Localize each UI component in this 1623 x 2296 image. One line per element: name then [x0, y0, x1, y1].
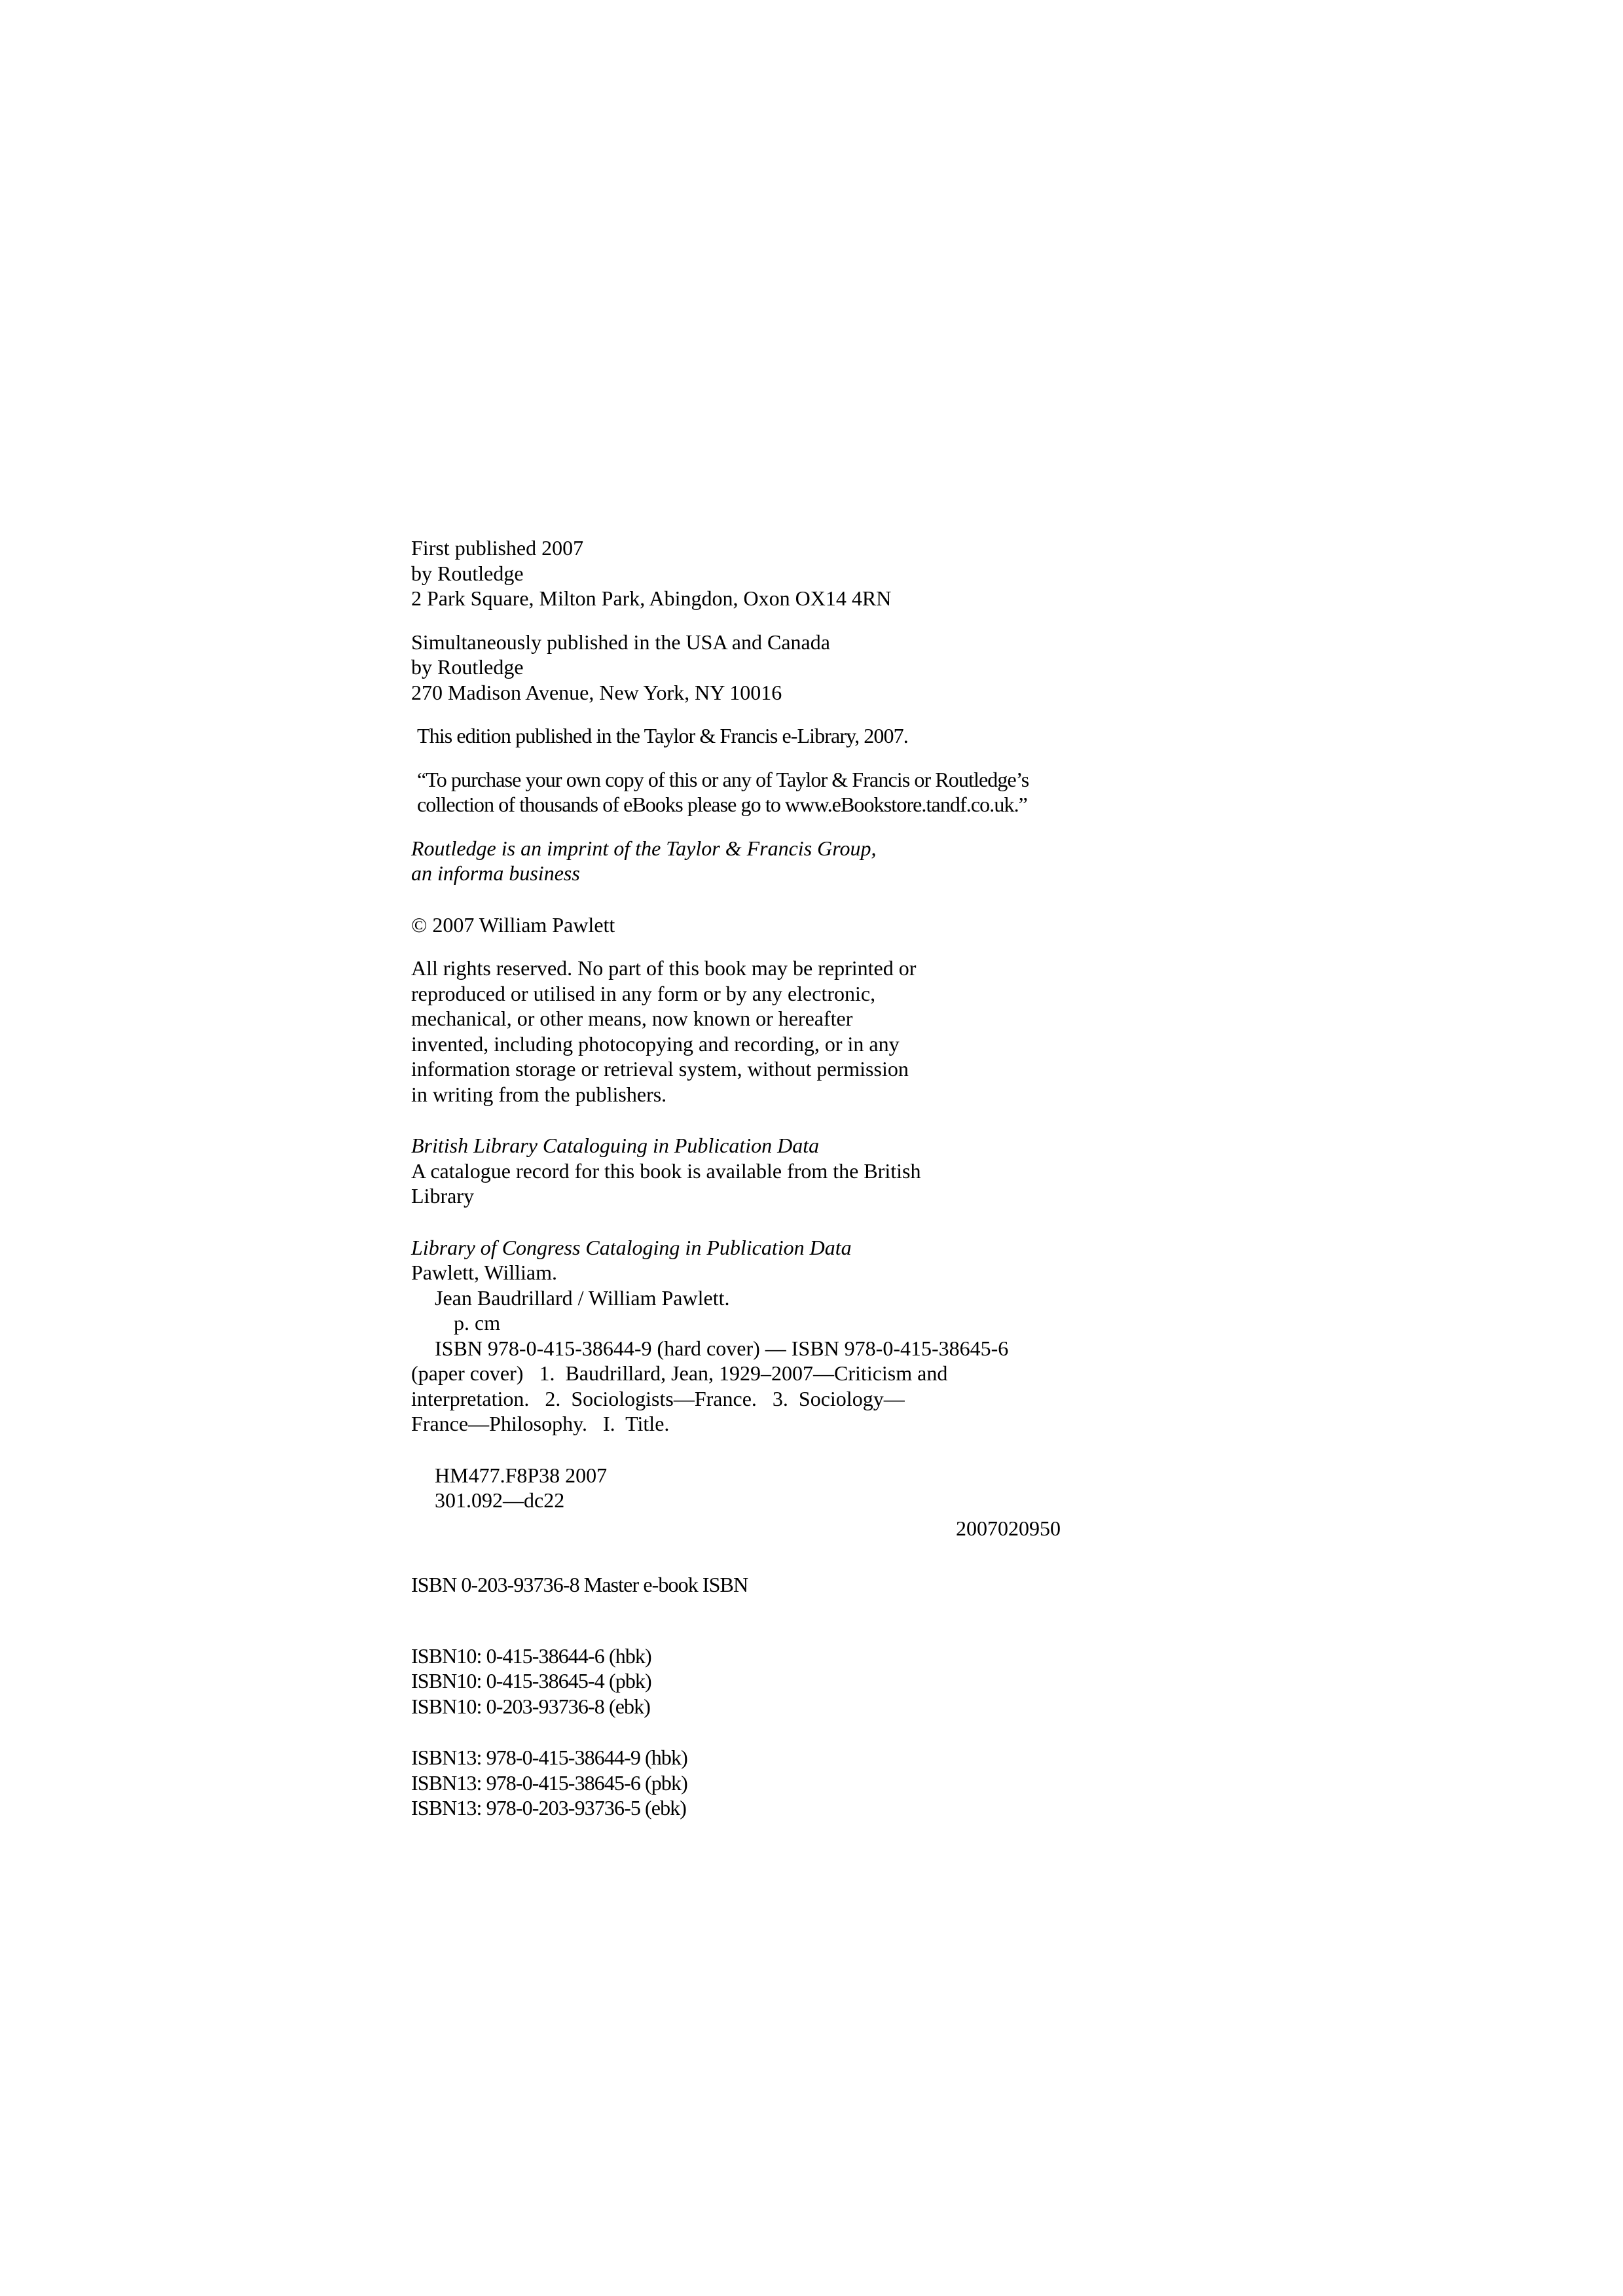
- publisher-address-uk: 2 Park Square, Milton Park, Abingdon, Oxon OX14 4RN: [411, 586, 892, 610]
- copyright-notice: [411, 912, 1061, 938]
- isbn13-block: [411, 1745, 1061, 1821]
- isbn10-ebk-line: ISBN10: 0-203-93736-8 (ebk): [411, 1694, 650, 1718]
- rights-line: All rights reserved. No part of this book may be reprinted or: [411, 956, 917, 980]
- call-number-block: [411, 1463, 1061, 1513]
- master-ebook-isbn-line: ISBN 0-203-93736-8 Master e-book ISBN: [411, 1573, 748, 1596]
- lc-control-number: 2007020950: [956, 1516, 1061, 1540]
- master-ebook-isbn-block: [411, 1572, 1061, 1598]
- library-of-congress-cip-heading: Library of Congress Cataloging in Publication Data: [411, 1235, 852, 1259]
- rights-line: mechanical, or other means, now known or hereafter: [411, 1007, 853, 1030]
- rights-statement: [411, 956, 1061, 1107]
- isbn10-hbk-line: ISBN10: 0-415-38644-6 (hbk): [411, 1643, 651, 1668]
- isbn10-pbk-line: ISBN10: 0-415-38645-4 (pbk): [411, 1669, 651, 1693]
- rights-line: information storage or retrieval system, without permission: [411, 1057, 909, 1081]
- loc-title-line: Jean Baudrillard / William Pawlett.: [435, 1285, 730, 1310]
- rights-line: invented, including photocopying and recording, or in any: [411, 1031, 900, 1056]
- isbn13-ebk-line: ISBN13: 978-0-203-93736-5 (ebk): [411, 1796, 687, 1820]
- rights-line: in writing from the publishers.: [411, 1082, 667, 1106]
- british-library-cip-heading: British Library Cataloguing in Publication Data: [411, 1134, 820, 1157]
- lc-call-number: HM477.F8P38 2007: [435, 1463, 608, 1487]
- imprint-note-block: [411, 836, 1061, 886]
- rights-line: reproduced or utilised in any form or by any electronic,: [411, 981, 876, 1005]
- publisher-address-usa: 270 Madison Avenue, New York, NY 10016: [411, 680, 782, 704]
- publisher-line: by Routledge: [411, 561, 524, 585]
- purchase-quote-line: “To purchase your own copy of this or any of Taylor & Francis or Routledge’s: [417, 767, 1029, 791]
- elibrary-edition-line: This edition published in the Taylor & Francis e-Library, 2007.: [417, 724, 908, 747]
- simultaneous-publication-line: Simultaneously published in the USA and Canada: [411, 630, 830, 654]
- purchase-quote-line: collection of thousands of eBooks please go to www.eBookstore.tandf.co.uk.”: [417, 793, 1027, 816]
- uk-publication-block: [411, 535, 1061, 611]
- copyright-line: © 2007 William Pawlett: [411, 912, 615, 937]
- isbn10-block: [411, 1643, 1061, 1719]
- loc-subject-line: interpretation. 2. Sociologists—France. 3. Sociology—: [411, 1386, 905, 1410]
- publisher-line: by Routledge: [411, 655, 524, 679]
- elibrary-purchase-quote: [411, 767, 1061, 817]
- elibrary-edition-block: [411, 723, 1061, 749]
- imprint-text-block: [411, 535, 1061, 1821]
- dewey-number: 301.092—dc22: [435, 1488, 565, 1512]
- imprint-note-line: an informa business: [411, 861, 580, 885]
- usa-publication-block: [411, 630, 1061, 706]
- british-library-cip-block: [411, 1133, 1061, 1209]
- first-published-line: First published 2007: [411, 536, 584, 560]
- imprint-note-line: Routledge is an imprint of the Taylor & Francis Group,: [411, 836, 877, 860]
- loc-pcm-line: p. cm: [454, 1311, 501, 1335]
- isbn13-hbk-line: ISBN13: 978-0-415-38644-9 (hbk): [411, 1746, 687, 1769]
- lc-control-number-block: [411, 1516, 1061, 1541]
- loc-author-line: Pawlett, William.: [411, 1261, 557, 1284]
- loc-isbn-line: ISBN 978-0-415-38644-9 (hard cover) — ISBN 978-0-415-38645-6: [435, 1336, 1009, 1360]
- british-library-cip-line: A catalogue record for this book is available from the British: [411, 1158, 921, 1183]
- british-library-cip-line: Library: [411, 1184, 474, 1208]
- library-of-congress-cip-block: [411, 1235, 1061, 1437]
- isbn13-pbk-line: ISBN13: 978-0-415-38645-6 (pbk): [411, 1770, 687, 1795]
- loc-subject-line: France—Philosophy. I. Title.: [411, 1412, 670, 1435]
- loc-subject-line: (paper cover) 1. Baudrillard, Jean, 1929–2007—Criticism and: [411, 1361, 948, 1385]
